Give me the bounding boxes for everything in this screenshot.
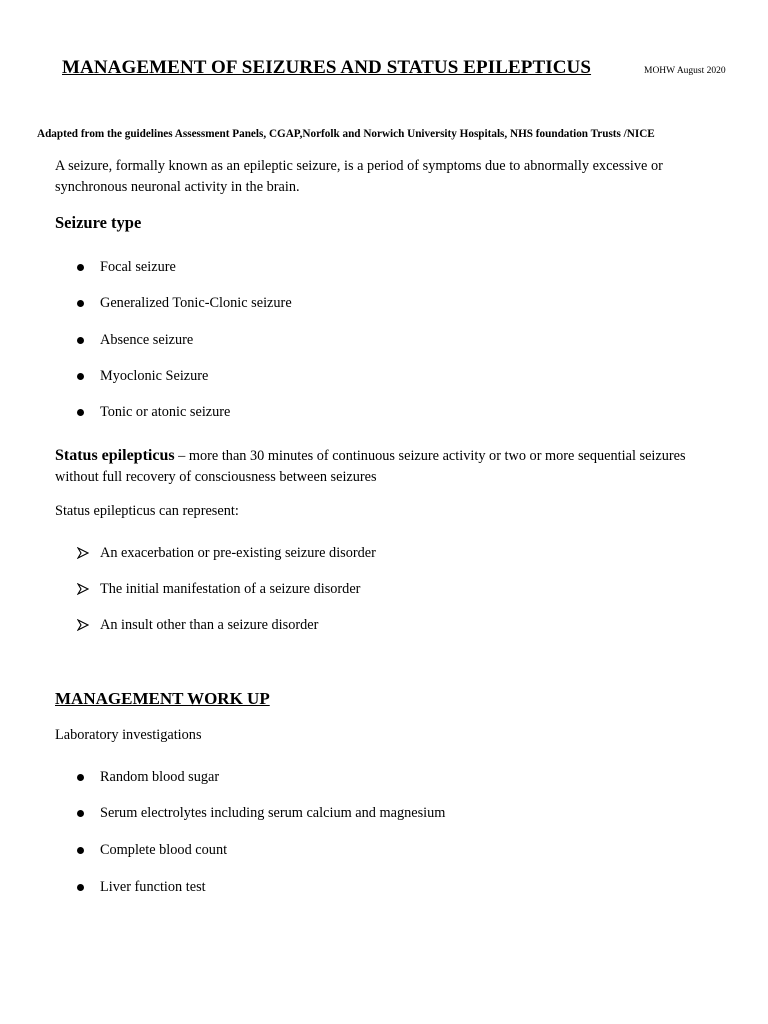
list-item-label: An exacerbation or pre-existing seizure disorder — [100, 545, 376, 561]
bullet-icon — [77, 373, 84, 380]
list-item-label: Generalized Tonic-Clonic seizure — [100, 295, 292, 311]
bullet-icon — [77, 810, 84, 817]
list-item-label: The initial manifestation of a seizure disorder — [100, 581, 361, 597]
lab-investigations-heading: Laboratory investigations — [55, 727, 202, 743]
workup-heading: MANAGEMENT WORK UP — [55, 689, 270, 708]
list-item-label: Myoclonic Seizure — [100, 368, 209, 384]
status-epilepticus-term: Status epilepticus — [55, 447, 175, 464]
list-item-label: Complete blood count — [100, 842, 228, 858]
list-item-label: Tonic or atonic seizure — [100, 404, 231, 420]
list-item-label: Liver function test — [100, 879, 206, 895]
header-note: MOHW August 2020 — [644, 66, 726, 76]
bullet-icon — [77, 337, 84, 344]
arrow-bullet-icon — [77, 583, 89, 595]
arrow-bullet-icon — [77, 547, 89, 559]
seizure-type-heading: Seizure type — [55, 213, 142, 232]
list-item-label: Serum electrolytes including serum calcium and magnesium — [100, 805, 446, 821]
status-epilepticus-definition — [55, 445, 715, 488]
document-title: MANAGEMENT OF SEIZURES AND STATUS EPILEPTICUS — [62, 57, 592, 78]
bullet-icon — [77, 409, 84, 416]
status-represent-intro: Status epilepticus can represent: — [55, 503, 239, 519]
source-attribution: Adapted from the guidelines Assessment Panels, CGAP,Norfolk and Norwich University Hospitals, NHS foundation Trusts /NICE — [37, 128, 655, 140]
list-item-label: Absence seizure — [100, 332, 194, 348]
list-item-label: Random blood sugar — [100, 769, 220, 785]
list-item-label: Focal seizure — [100, 259, 176, 275]
arrow-bullet-icon — [77, 619, 89, 631]
list-item-label: An insult other than a seizure disorder — [100, 617, 319, 633]
intro-paragraph: A seizure, formally known as an epileptic seizure, is a period of symptoms due to abnormally excessive or synchronous neuronal activity in the brain. — [55, 158, 663, 195]
bullet-icon — [77, 847, 84, 854]
status-epilepticus-text: – more than 30 minutes of continuous seizure activity or two or more sequential seizures without full recovery of consciousness between seizures — [55, 448, 686, 485]
bullet-icon — [77, 300, 84, 307]
bullet-icon — [77, 884, 84, 891]
bullet-icon — [77, 264, 84, 271]
bullet-icon — [77, 774, 84, 781]
